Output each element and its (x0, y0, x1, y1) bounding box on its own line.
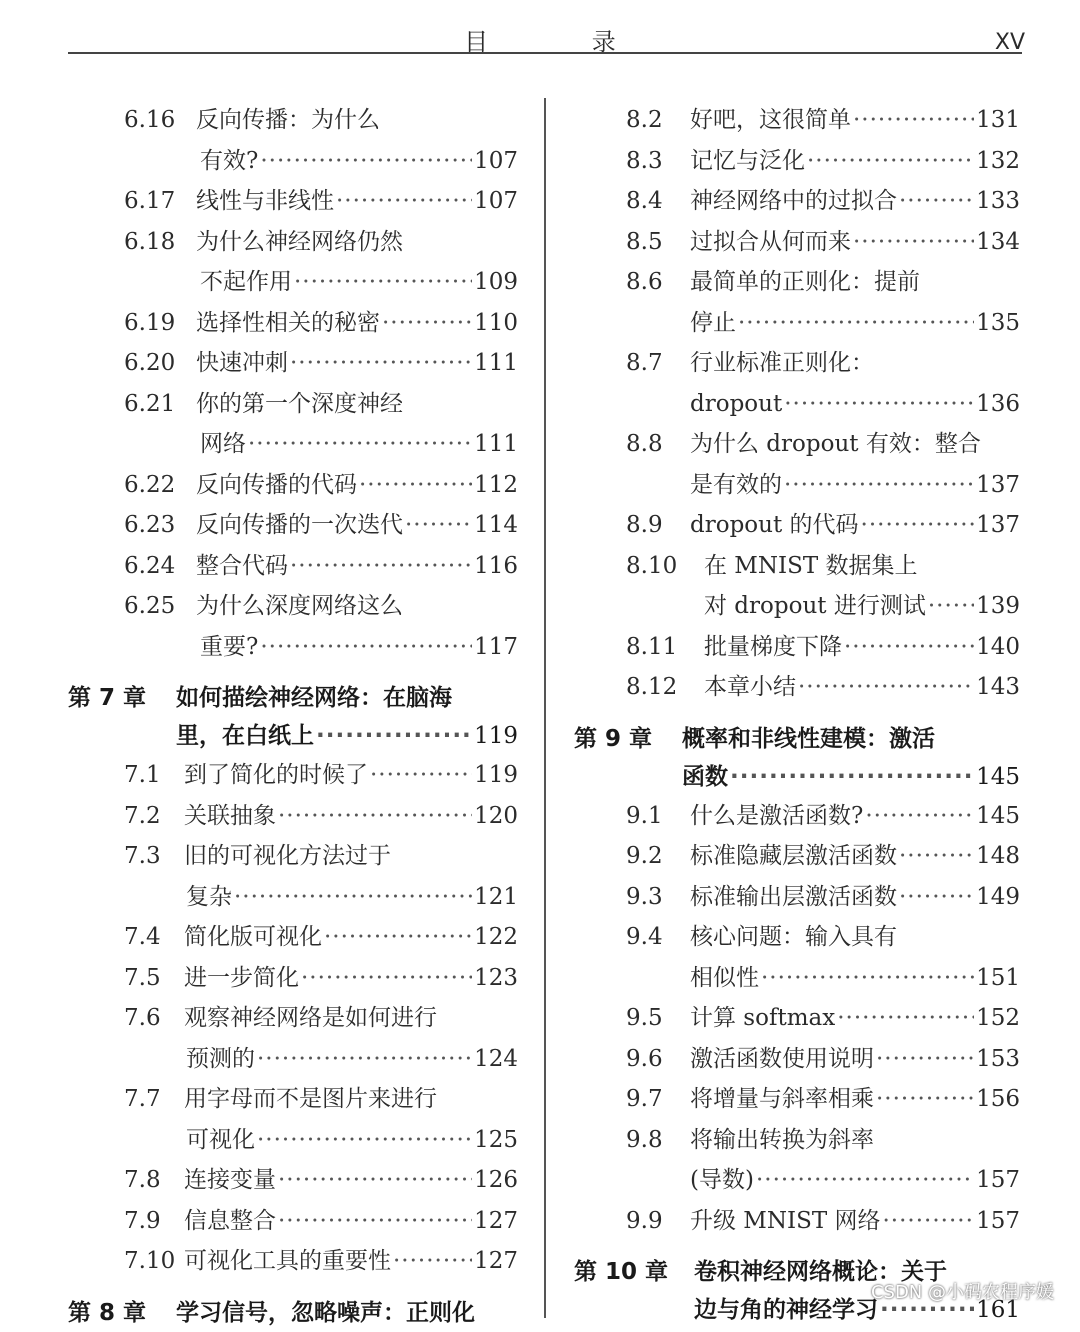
toc-title: 快速冲刺 (196, 350, 288, 376)
toc-page-number: 107 (474, 188, 518, 214)
leader-dots (761, 958, 974, 999)
toc-line (574, 141, 1020, 182)
toc-number: 7.2 (124, 802, 161, 829)
toc-line (68, 755, 518, 796)
toc-page-number: 119 (474, 762, 518, 788)
toc-title: 为什么 dropout 有效：整合 (690, 431, 981, 457)
toc-title: 停止 (690, 309, 736, 336)
toc-section (68, 505, 518, 546)
toc-section (574, 836, 1020, 877)
toc-line (574, 384, 1020, 425)
toc-page-number: 139 (976, 593, 1020, 619)
toc-title: 概率和非线性建模：激活 (682, 725, 935, 752)
toc-page-number: 134 (976, 228, 1020, 255)
toc-line (68, 917, 518, 958)
toc-number: 7.5 (124, 964, 161, 991)
toc-section (574, 181, 1020, 222)
toc-title: 卷积神经网络概论：关于 (694, 1259, 947, 1285)
toc-section (68, 958, 518, 999)
toc-number: 9.3 (626, 883, 663, 910)
toc-number: 6.21 (124, 390, 176, 417)
toc-title: 观察神经网络是如何进行 (184, 1005, 437, 1031)
toc-page-number: 127 (474, 1207, 518, 1234)
toc-section (574, 1120, 1020, 1201)
toc-title: 线性与非线性 (196, 188, 334, 214)
leader-dots (899, 877, 974, 918)
toc-page-number: 110 (474, 309, 518, 336)
leader-dots (257, 1039, 472, 1080)
toc-title: 行业标准正则化： (690, 350, 874, 376)
toc-title: 核心问题：输入具有 (690, 924, 897, 950)
toc-line (68, 303, 518, 344)
leader-dots (278, 796, 472, 837)
toc-title: 到了简化的时候了 (184, 762, 368, 788)
toc-page-number: 151 (976, 964, 1020, 991)
toc-section (68, 796, 518, 837)
toc-title: 反向传播：为什么 (196, 107, 380, 133)
leader-dots (784, 384, 974, 425)
toc-page-number: 114 (474, 512, 518, 538)
leader-dots (290, 546, 472, 587)
toc-page-number: 111 (474, 350, 518, 376)
toc-section (574, 796, 1020, 837)
toc-title: (导数) (690, 1167, 754, 1193)
toc-section (68, 1160, 518, 1201)
toc-title: 进一步简化 (184, 964, 299, 991)
toc-page-number: 122 (474, 924, 518, 950)
toc-line (68, 998, 518, 1039)
toc-title: 相似性 (690, 964, 759, 991)
leader-dots (260, 141, 472, 182)
toc-title: 好吧，这很简单 (690, 107, 851, 133)
leader-dots (290, 343, 472, 384)
toc-section (574, 998, 1020, 1039)
toc-section (574, 141, 1020, 182)
toc-title: 整合代码 (196, 552, 288, 579)
toc-page-number: 145 (976, 763, 1020, 790)
toc-line (68, 877, 518, 918)
toc-line (574, 958, 1020, 999)
toc-line (68, 222, 518, 263)
toc-section (68, 303, 518, 344)
toc-page-number: 143 (976, 674, 1020, 700)
toc-number: 第 8 章 (68, 1299, 147, 1326)
toc-number: 9.6 (626, 1045, 663, 1072)
toc-title: 简化版可视化 (184, 924, 322, 950)
leader-dots (928, 586, 974, 627)
toc-number: 9.5 (626, 1005, 663, 1031)
toc-line (68, 181, 518, 222)
leader-dots (257, 1120, 472, 1161)
toc-line (574, 100, 1020, 141)
leader-dots (730, 758, 974, 796)
toc-title: 标准输出层激活函数 (690, 883, 897, 910)
toc-page-number: 153 (976, 1045, 1020, 1072)
toc-title: 边与角的神经学习 (694, 1297, 878, 1323)
toc-number: 6.25 (124, 593, 176, 619)
leader-dots (359, 465, 472, 506)
toc-line (68, 958, 518, 999)
toc-number: 8.12 (626, 674, 678, 700)
toc-title: 记忆与泛化 (690, 147, 805, 174)
toc-number: 6.22 (124, 471, 176, 498)
toc-title: 过拟合从何而来 (690, 228, 851, 255)
toc-page-number: 111 (474, 431, 518, 457)
toc-number: 7.6 (124, 1005, 161, 1031)
toc-title: 有效? (200, 147, 259, 174)
watermark: CSDN @小码农程序媛 (870, 1282, 1054, 1303)
toc-line (68, 465, 518, 506)
toc-line (574, 1201, 1020, 1242)
toc-section (68, 836, 518, 917)
toc-line (574, 262, 1020, 303)
toc-line (68, 343, 518, 384)
toc-title: 将输出转换为斜率 (690, 1126, 874, 1153)
toc-page-number: 136 (976, 390, 1020, 417)
toc-page-number: 145 (976, 802, 1020, 829)
toc-page-number: 112 (474, 471, 518, 498)
toc-page-number: 107 (474, 147, 518, 174)
toc-number: 8.9 (626, 512, 663, 538)
column-divider (544, 98, 546, 1318)
toc-line (68, 262, 518, 303)
toc-line (574, 720, 1020, 758)
toc-number: 7.1 (124, 762, 161, 788)
toc-section (574, 1039, 1020, 1080)
toc-title: 在 MNIST 数据集上 (704, 552, 918, 579)
toc-section (68, 384, 518, 465)
toc-line (574, 627, 1020, 668)
toc-number: 7.8 (124, 1167, 161, 1193)
leader-dots (260, 627, 472, 668)
toc-number: 6.17 (124, 188, 176, 214)
toc-line (574, 1079, 1020, 1120)
toc-line (68, 1120, 518, 1161)
toc-section (574, 546, 1020, 627)
toc-number: 8.7 (626, 350, 663, 376)
toc-line (68, 1039, 518, 1080)
toc-section (68, 755, 518, 796)
leader-dots (882, 1201, 974, 1242)
leader-dots (798, 667, 974, 708)
toc-section (68, 998, 518, 1079)
toc-number: 8.5 (626, 228, 663, 255)
toc-title: 连接变量 (184, 1167, 276, 1193)
running-header-title: 目 录 (464, 28, 664, 56)
toc-page-number: 109 (474, 269, 518, 295)
toc-title: 反向传播的一次迭代 (196, 512, 403, 538)
toc-section (574, 100, 1020, 141)
toc-page-number: 137 (976, 512, 1020, 538)
toc-title: 是有效的 (690, 471, 782, 498)
toc-title: 可视化工具的重要性 (184, 1248, 391, 1274)
toc-section (68, 546, 518, 587)
leader-dots (294, 262, 472, 303)
toc-section (574, 917, 1020, 998)
toc-title: 对 dropout 进行测试 (704, 593, 926, 619)
toc-page-number: 121 (474, 883, 518, 910)
leader-dots (234, 877, 472, 918)
leader-dots (278, 1160, 472, 1201)
header-rule (68, 52, 1022, 54)
toc-page-number: 125 (474, 1126, 518, 1153)
toc-title: 选择性相关的秘密 (196, 309, 380, 336)
toc-page-number: 124 (474, 1045, 518, 1072)
toc-number: 9.4 (626, 924, 663, 950)
page-number: XV (994, 30, 1025, 55)
leader-dots (844, 627, 974, 668)
toc-title: 本章小结 (704, 674, 796, 700)
toc-page-number: 133 (976, 188, 1020, 214)
toc-title: dropout (690, 390, 783, 417)
toc-line (574, 1120, 1020, 1161)
toc-section (68, 465, 518, 506)
toc-line (574, 796, 1020, 837)
toc-number: 6.20 (124, 350, 176, 376)
toc-title: 学习信号，忽略噪声：正则化 (176, 1299, 475, 1326)
toc-line (574, 424, 1020, 465)
toc-line (574, 586, 1020, 627)
toc-title: 用字母而不是图片来进行 (184, 1086, 437, 1112)
leader-dots (316, 717, 472, 755)
toc-number: 9.9 (626, 1207, 663, 1234)
toc-number: 6.16 (124, 107, 176, 133)
toc-line (574, 1160, 1020, 1201)
toc-line (574, 546, 1020, 587)
toc-chapter (68, 679, 518, 755)
toc-page-number: 135 (976, 309, 1020, 336)
toc-chapter (574, 720, 1020, 796)
toc-number: 9.7 (626, 1086, 663, 1112)
toc-section (68, 917, 518, 958)
leader-dots (756, 1160, 974, 1201)
toc-title: 将增量与斜率相乘 (690, 1086, 874, 1112)
toc-section (574, 877, 1020, 918)
toc-title: 重要? (200, 633, 259, 660)
leader-dots (853, 222, 974, 263)
toc-line (68, 1079, 518, 1120)
leader-dots (370, 755, 472, 796)
toc-line (574, 181, 1020, 222)
toc-line (574, 222, 1020, 263)
toc-section (574, 667, 1020, 708)
toc-title: 批量梯度下降 (704, 633, 842, 660)
toc-title: 信息整合 (184, 1207, 276, 1234)
toc-line (68, 1294, 518, 1332)
toc-section (574, 627, 1020, 668)
toc-line (68, 424, 518, 465)
toc-line (574, 1039, 1020, 1080)
toc-section (574, 262, 1020, 343)
toc-section (574, 505, 1020, 546)
toc-line (574, 998, 1020, 1039)
toc-page-number: 123 (474, 964, 518, 991)
leader-dots (336, 181, 472, 222)
toc-section (574, 1201, 1020, 1242)
toc-section (68, 222, 518, 303)
toc-title: 预测的 (186, 1045, 255, 1072)
toc-title: 你的第一个深度神经 (196, 390, 403, 417)
toc-number: 8.2 (626, 107, 663, 133)
toc-section (68, 100, 518, 181)
toc-title: 为什么深度网络这么 (196, 593, 403, 619)
toc-left-column (68, 100, 518, 1332)
toc-number: 7.4 (124, 924, 161, 950)
toc-number: 8.8 (626, 431, 663, 457)
toc-page-number: 126 (474, 1167, 518, 1193)
toc-title: 什么是激活函数? (690, 802, 864, 829)
toc-number: 9.2 (626, 843, 663, 869)
toc-title: 可视化 (186, 1126, 255, 1153)
toc-line (574, 758, 1020, 796)
toc-section (68, 1241, 518, 1282)
toc-line (68, 1160, 518, 1201)
toc-title: 旧的可视化方法过于 (184, 843, 391, 869)
toc-line (574, 667, 1020, 708)
toc-title: 关联抽象 (184, 802, 276, 829)
toc-section (574, 424, 1020, 505)
toc-line (68, 505, 518, 546)
toc-title: 升级 MNIST 网络 (690, 1207, 881, 1234)
toc-title: 函数 (682, 763, 728, 790)
toc-line (574, 877, 1020, 918)
leader-dots (301, 958, 472, 999)
toc-number: 8.4 (626, 188, 663, 214)
toc-line (68, 679, 518, 717)
leader-dots (393, 1241, 472, 1282)
toc-title: 为什么神经网络仍然 (196, 228, 403, 255)
leader-dots (865, 796, 974, 837)
toc-title: 不起作用 (200, 269, 292, 295)
toc-title: 计算 softmax (690, 1005, 836, 1031)
toc-line (68, 1201, 518, 1242)
toc-title: dropout 的代码 (690, 512, 859, 538)
toc-number: 7.7 (124, 1086, 161, 1112)
toc-page-number: 120 (474, 802, 518, 829)
toc-title: 里，在白纸上 (176, 723, 314, 749)
toc-title: 标准隐藏层激活函数 (690, 843, 897, 869)
toc-right-column (574, 100, 1020, 1329)
toc-page-number: 148 (976, 843, 1020, 869)
toc-section (68, 181, 518, 222)
toc-line (68, 627, 518, 668)
toc-line (68, 586, 518, 627)
toc-page-number: 149 (976, 883, 1020, 910)
toc-title: 网络 (200, 431, 246, 457)
toc-line (68, 836, 518, 877)
toc-number: 6.18 (124, 228, 176, 255)
toc-line (68, 141, 518, 182)
leader-dots (784, 465, 974, 506)
toc-title: 神经网络中的过拟合 (690, 188, 897, 214)
toc-page-number: 116 (474, 552, 518, 579)
toc-line (68, 796, 518, 837)
toc-page-number: 131 (976, 107, 1020, 133)
toc-number: 6.23 (124, 512, 176, 538)
toc-page-number: 157 (976, 1207, 1020, 1234)
leader-dots (837, 998, 974, 1039)
toc-number: 8.10 (626, 552, 678, 579)
toc-page-number: 137 (976, 471, 1020, 498)
toc-line (574, 303, 1020, 344)
toc-page-number: 127 (474, 1248, 518, 1274)
leader-dots (853, 100, 974, 141)
toc-page-number: 157 (976, 1167, 1020, 1193)
toc-section (68, 343, 518, 384)
toc-number: 第 7 章 (68, 685, 147, 711)
toc-section (574, 343, 1020, 424)
leader-dots (738, 303, 974, 344)
leader-dots (278, 1201, 472, 1242)
toc-number: 9.8 (626, 1126, 663, 1153)
toc-number: 8.6 (626, 269, 663, 295)
toc-line (574, 917, 1020, 958)
toc-page-number: 119 (474, 723, 518, 749)
toc-page-number: 152 (976, 1005, 1020, 1031)
toc-number: 9.1 (626, 802, 663, 829)
toc-section (574, 222, 1020, 263)
toc-section (68, 1201, 518, 1242)
toc-chapter (68, 1294, 518, 1332)
toc-number: 7.3 (124, 843, 161, 869)
toc-page-number: 156 (976, 1086, 1020, 1112)
toc-number: 6.24 (124, 552, 176, 579)
leader-dots (899, 836, 974, 877)
toc-line (68, 1241, 518, 1282)
leader-dots (324, 917, 472, 958)
leader-dots (807, 141, 974, 182)
toc-page-number: 161 (976, 1297, 1020, 1323)
toc-number: 6.19 (124, 309, 176, 336)
toc-line (574, 836, 1020, 877)
toc-number: 第 9 章 (574, 725, 653, 752)
toc-title: 激活函数使用说明 (690, 1045, 874, 1072)
toc-title: 如何描绘神经网络：在脑海 (176, 685, 452, 711)
toc-page-number: 132 (976, 147, 1020, 174)
toc-line (574, 505, 1020, 546)
toc-title: 反向传播的代码 (196, 471, 357, 498)
toc-line (68, 546, 518, 587)
toc-number: 第 10 章 (574, 1259, 669, 1285)
toc-line (574, 465, 1020, 506)
toc-number: 7.9 (124, 1207, 161, 1234)
toc-page-number: 117 (474, 633, 518, 660)
toc-line (574, 343, 1020, 384)
leader-dots (405, 505, 472, 546)
toc-number: 8.11 (626, 633, 678, 660)
toc-section (68, 1079, 518, 1160)
leader-dots (899, 181, 974, 222)
leader-dots (248, 424, 472, 465)
toc-page-number: 140 (976, 633, 1020, 660)
leader-dots (876, 1079, 974, 1120)
leader-dots (876, 1039, 974, 1080)
toc-line (68, 717, 518, 755)
toc-title: 复杂 (186, 883, 232, 910)
toc-number: 7.10 (124, 1248, 176, 1274)
toc-section (574, 1079, 1020, 1120)
toc-number: 8.3 (626, 147, 663, 174)
toc-title: 最简单的正则化：提前 (690, 269, 920, 295)
toc-line (68, 100, 518, 141)
leader-dots (382, 303, 472, 344)
leader-dots (861, 505, 975, 546)
toc-line (68, 384, 518, 425)
toc-section (68, 586, 518, 667)
